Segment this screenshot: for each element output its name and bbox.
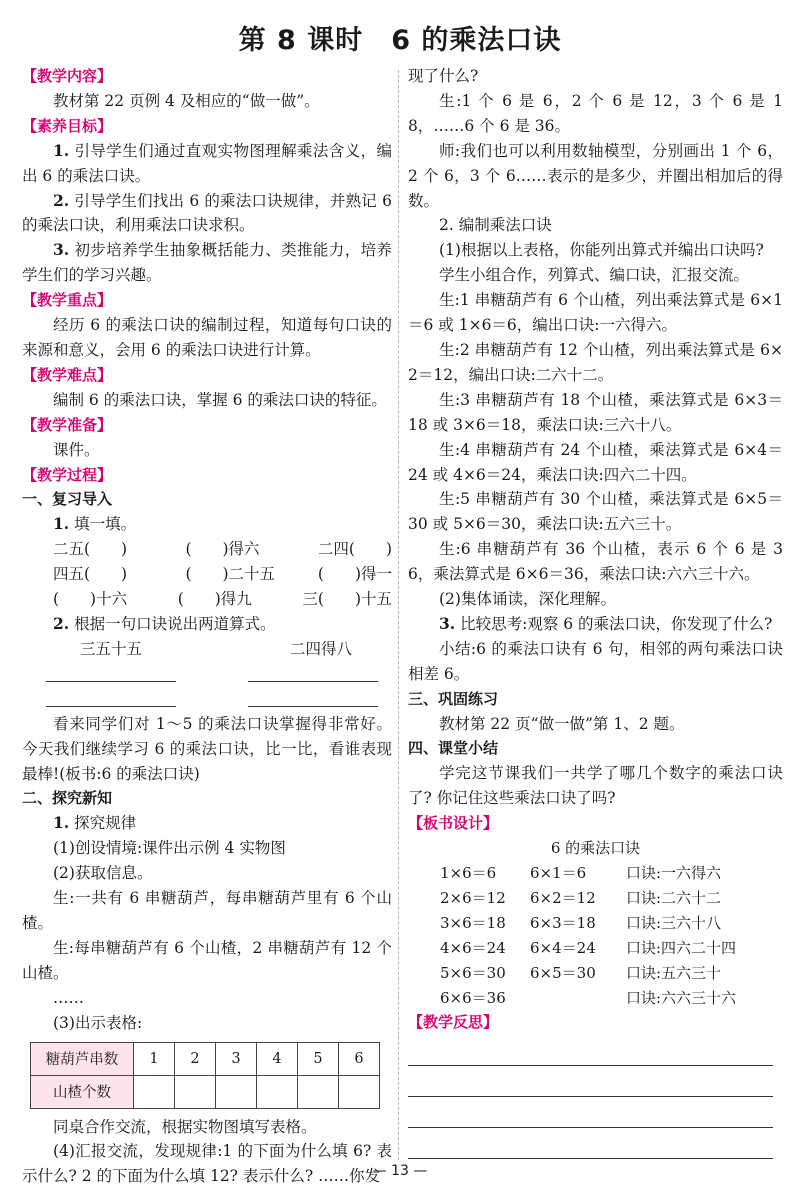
after-table-line: (4)汇报交流，发现规律:1 的下面为什么填 6? 表示什么? 2 的下面为什么填 12? 表示什么? ……你发 — [22, 1142, 392, 1186]
goal-item: 2. 引导学生们找出 6 的乘法口诀规律，并熟记 6 的乘法口诀，利用乘法口诀求积。 — [22, 190, 392, 235]
table-cell: 4 — [257, 1042, 298, 1075]
table-cell: 6 — [339, 1042, 380, 1075]
board-row: 1×6＝6 6×1＝6 口诀:一六得六 — [440, 864, 722, 882]
table-cell — [339, 1075, 380, 1108]
page-number: — 13 — — [372, 1163, 428, 1179]
section-explore: 二、探究新知 — [22, 789, 113, 808]
table-cell: 2 — [175, 1042, 216, 1075]
answer-lines — [22, 687, 392, 712]
difficult-text: 编制 6 的乘法口诀，掌握 6 的乘法口诀的特征。 — [53, 390, 387, 409]
key-text: 经历 6 的乘法口诀的编制过程，知道每句口诀的来源和意义，会用 6 的乘法口诀进行计算。 — [22, 316, 392, 359]
fill-row: 二五( ) ( )得六 二四( ) — [53, 540, 393, 559]
explore-line: …… — [53, 988, 84, 1007]
explore-title: 1. 探究规律 — [53, 813, 137, 833]
lesson-line: 学生小组合作，列算式、编口诀，汇报交流。 — [439, 266, 750, 285]
goal-item: 3. 初步培养学生抽象概括能力、类推能力，培养学生们的学习兴趣。 — [22, 240, 392, 285]
data-table — [30, 1042, 380, 1109]
table-cell: 3 — [216, 1042, 257, 1075]
heading-goals: 【素养目标】 — [22, 116, 113, 135]
table-cell — [134, 1075, 175, 1108]
lesson-line: 生:1 个 6 是 6，2 个 6 是 12，3 个 6 是 18，……6 个 6 是 36。 — [408, 91, 783, 135]
explore-line: (2)获取信息。 — [53, 864, 153, 883]
reflection-line — [408, 1128, 773, 1159]
section-conclude: 四、课堂小结 — [408, 739, 499, 758]
left-column — [22, 64, 392, 1189]
page-title: 第 8 课时 6 的乘法口诀 — [238, 25, 562, 56]
conclude-text: 学完这节课我们一共学了哪几个数字的乘法口诀了? 你记住这些乘法口诀了吗? — [408, 764, 783, 808]
section-review: 一、复习导入 — [22, 490, 113, 509]
goal-item: 1. 引导学生们通过直观实物图理解乘法含义，编出 6 的乘法口诀。 — [22, 140, 392, 185]
right-column — [408, 64, 783, 1159]
think-line: 3. 比较思考:观察 6 的乘法口诀，你发现了什么? — [439, 613, 773, 633]
q2-item: 三五十五 — [80, 639, 143, 658]
heading-reflect: 【教学反思】 — [408, 1013, 499, 1032]
heading-process: 【教学过程】 — [22, 465, 113, 484]
explore-line: 生:一共有 6 串糖葫芦，每串糖葫芦里有 6 个山楂。 — [22, 889, 392, 932]
lesson-line: 生:5 串糖葫芦有 30 个山楂，乘法算式是 6×5＝30 或 5×6＝30，乘法口诀:五六三十。 — [408, 490, 783, 534]
continued-text: 现了什么? — [408, 67, 479, 85]
heading-difficult: 【教学难点】 — [22, 365, 113, 384]
heading-board: 【板书设计】 — [408, 814, 499, 833]
lesson-line: 生:1 串糖葫芦有 6 个山楂，列出乘法算式是 6×1＝6 或 1×6＝6，编出口诀:一六得六。 — [408, 291, 783, 335]
intro-text: 看来同学们对 1～5 的乘法口诀掌握得非常好。今天我们继续学习 6 的乘法口诀，比一比，看谁表现最棒!(板书:6 的乘法口诀) — [22, 714, 392, 783]
reflection-line — [408, 1097, 773, 1128]
board-row: 5×6＝30 6×5＝30 口诀:五六三十 — [440, 963, 722, 982]
board-table — [408, 861, 783, 1010]
table-cell — [175, 1075, 216, 1108]
table-header-cell: 山楂个数 — [31, 1075, 134, 1108]
table-row — [31, 1042, 380, 1075]
board-row: 4×6＝24 6×4＝24 口诀:四六二十四 — [440, 938, 737, 957]
column-divider — [398, 70, 399, 1160]
content-text: 教材第 22 页例 4 及相应的“做一做”。 — [53, 91, 320, 110]
table-row — [31, 1075, 380, 1108]
table-cell: 1 — [134, 1042, 175, 1075]
fill-title: 1. 填一填。 — [53, 514, 137, 534]
lesson-line: (1)根据以上表格，你能列出算式并编出口诀吗? — [439, 241, 764, 260]
heading-content: 【教学内容】 — [22, 67, 113, 85]
lesson-line: 生:3 串糖葫芦有 18 个山楂，乘法算式是 6×3＝18 或 3×6＝18，乘法口诀:三六十八。 — [408, 390, 783, 434]
table-cell — [257, 1075, 298, 1108]
table-cell — [216, 1075, 257, 1108]
board-row: 2×6＝12 6×2＝12 口诀:二六十二 — [440, 888, 722, 907]
lesson-line: (2)集体诵读，深化理解。 — [439, 590, 616, 609]
q2-items — [22, 637, 392, 662]
heading-key: 【教学重点】 — [22, 291, 113, 310]
section-practice: 三、巩固练习 — [408, 689, 499, 708]
lesson-line: 师:我们也可以利用数轴模型，分别画出 1 个 6，2 个 6，3 个 6……表示的是多少，并圈出相加后的得数。 — [408, 141, 783, 210]
heading-prep: 【教学准备】 — [22, 415, 113, 434]
reflection-line — [408, 1035, 773, 1066]
lesson-line: 2. 编制乘法口诀 — [439, 216, 552, 235]
table-cell: 5 — [298, 1042, 339, 1075]
board-row: 3×6＝18 6×3＝18 口诀:三六十八 — [440, 913, 722, 932]
table-header-cell: 糖葫芦串数 — [31, 1042, 134, 1075]
answer-lines — [22, 662, 392, 687]
practice-text: 教材第 22 页“做一做”第 1、2 题。 — [439, 714, 685, 733]
explore-line: (1)创设情境:课件出示例 4 实物图 — [53, 839, 286, 858]
board-title: 6 的乘法口诀 — [550, 839, 641, 858]
fill-row: 四五( ) ( )二十五 ( )得一 — [53, 565, 393, 584]
question-2: 2. 根据一句口诀说出两道算式。 — [53, 613, 276, 633]
lesson-line: 生:6 串糖葫芦有 36 个山楂，表示 6 个 6 是 36，乘法算式是 6×6＝36，乘法口诀:六六三十六。 — [408, 540, 783, 584]
explore-line: (3)出示表格: — [53, 1013, 143, 1032]
explore-line: 生:每串糖葫芦有 6 个山楂，2 串糖葫芦有 12 个山楂。 — [22, 938, 392, 982]
reflection-line — [408, 1066, 773, 1097]
q2-item: 二四得八 — [290, 639, 353, 658]
fill-row: ( )十六 ( )得九 三( )十五 — [53, 590, 393, 609]
lesson-line: 生:2 串糖葫芦有 12 个山楂，列出乘法算式是 6×2＝12，编出口诀:二六十二。 — [408, 340, 783, 384]
board-row: 6×6＝36 口诀:六六三十六 — [440, 988, 737, 1007]
prep-text: 课件。 — [53, 440, 100, 459]
summary-text: 小结:6 的乘法口诀有 6 句，相邻的两句乘法口诀相差 6。 — [408, 639, 783, 683]
table-cell — [298, 1075, 339, 1108]
after-table-line: 同桌合作交流，根据实物图填写表格。 — [53, 1117, 317, 1136]
lesson-line: 生:4 串糖葫芦有 24 个山楂，乘法算式是 6×4＝24 或 4×6＝24，乘法口诀:四六二十四。 — [408, 440, 783, 484]
